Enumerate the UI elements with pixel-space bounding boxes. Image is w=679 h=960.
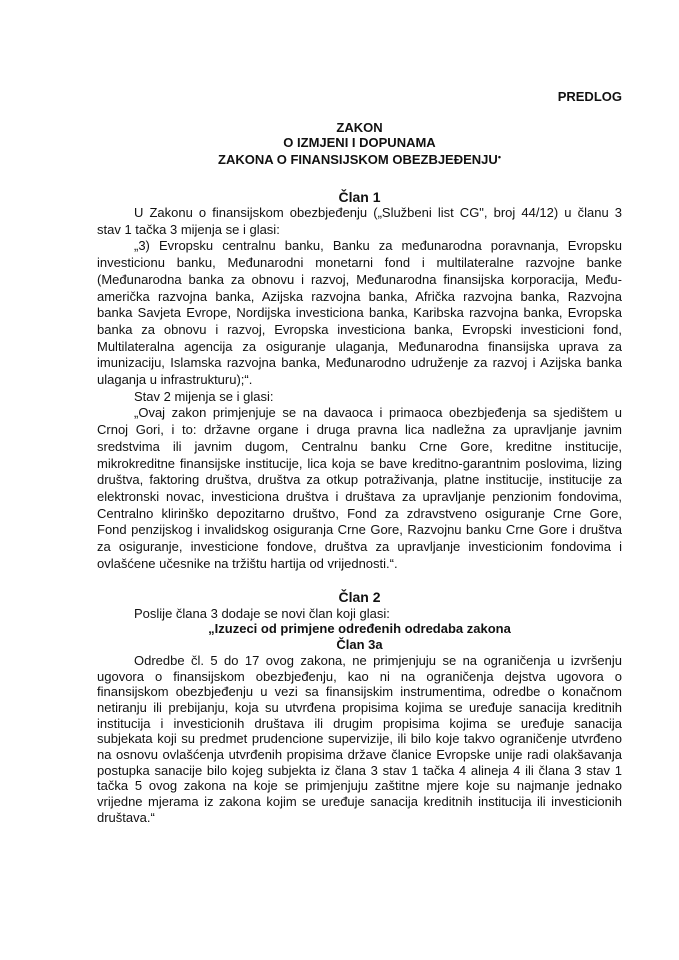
new-article-title: „Izuzeci od primjene određenih odredaba zakona <box>208 621 511 637</box>
title-line-3 <box>97 150 622 167</box>
proposal-label: PREDLOG <box>557 89 622 104</box>
paragraph <box>97 238 622 388</box>
text-line: ugovora o finansijskom obezbjeđenju, kao ni na ograničenja dejstva ugovora o <box>97 668 622 684</box>
text-line: investicionu banku, Međunarodni monetarni fond i multilateralne razvojne banke <box>97 255 622 271</box>
text-line: Stav 2 mijenja se i glasi: <box>134 388 274 404</box>
article-3a-paragraph <box>97 653 622 826</box>
text-line: Odredbe čl. 5 do 17 ovog zakona, ne primjenjuju se na ograničenja u izvršenju <box>134 652 622 668</box>
text-line: sredstvima ili javnim dugom, Centralnu banku Crne Gore, kreditne institucije, <box>97 438 622 454</box>
text-line: imunizaciju, Islamska razvojna banka, Međunarodno udruženje za razvoj i Azijska banka <box>97 355 622 371</box>
title-line-3-text: ZAKONA O FINANSIJSKOM OBEZBJEĐENJU <box>218 152 498 167</box>
text-line: Crnoj Gori, i to: državne organe i druga pravna lica nadležna za upravljanje javnim <box>97 422 622 438</box>
text-line: stav 1 tačka 3 mijenja se i glasi: <box>97 221 280 237</box>
text-line: na osnovu ovlašćenja utvrđenih propisima države članice Evropske unije radi olakšavanja <box>97 747 622 763</box>
paragraph <box>97 205 622 238</box>
paragraph <box>97 389 622 406</box>
article-2-body <box>97 590 622 826</box>
text-line: ulaganja u infrastrukturu);“. <box>97 372 253 388</box>
text-line: mikrokreditne finansijske institucije, lica koja se bave kreditno-garantnim poslovima, lizing <box>97 455 622 471</box>
article-1-body <box>97 205 622 572</box>
text-line: elektronski novac, investiciona društva i društava za upravljanje penzionim fondovima, <box>97 488 622 504</box>
text-line: subjekata koji su predmet prudencione supervizije, ili bilo koje takvo ograničenje utvrđeno <box>97 731 622 747</box>
text-line: Centralno klirinško depozitarno društvo, Fond za zdravstveno osiguranje Crne Gore, <box>97 505 622 521</box>
article-1-heading: Član 1 <box>338 189 381 205</box>
text-line: društava.“ <box>97 809 155 825</box>
text-line: (Međunarodna banka za obnovu i razvoj, Međunarodna finansijska korporacija, Među- <box>97 271 622 287</box>
text-line: postupka sanacije bilo kojeg subjekta iz člana 3 stav 1 tačka 4 alineja 4 ili člana 3 stav 1 <box>97 762 622 778</box>
article-2-intro: Poslije člana 3 dodaje se novi član koji glasi: <box>134 605 390 621</box>
text-line: Multilateralna agencija za osiguranje ulaganja, Međunarodna finansijska uprava za <box>97 338 622 354</box>
text-line: Fond penzijskog i invalidskog osiguranja Crne Gore, Razvojnu banku Crne Gore i društva <box>97 522 622 538</box>
paragraph <box>97 405 622 572</box>
footnote-mark: • <box>497 152 501 162</box>
new-article-heading: Član 3a <box>336 637 383 653</box>
text-line: američka razvojna banka, Azijska razvojna banka, Afrička razvojna banka, Razvojna <box>97 288 622 304</box>
text-line: banka za obnovu i razvoj, Evropska investiciona banka, Evropski investicioni fond, <box>97 321 622 337</box>
law-title <box>97 120 622 167</box>
title-line-1: ZAKON <box>336 120 383 135</box>
title-line-2: O IZMJENI I DOPUNAMA <box>283 135 436 150</box>
text-line: U Zakonu o finansijskom obezbjeđenju („Službeni list CG", broj 44/12) u članu 3 <box>134 205 622 220</box>
text-line: društva, faktoring društva, društva za otkup potraživanja, platne institucije, institucije za <box>97 472 622 488</box>
text-line: banka Savjeta Evrope, Nordijska investiciona banka, Karibska razvojna banka, Evropska <box>97 305 622 321</box>
text-line: ovlašćene učesnike na tržištu hartija od vrijednosti.“. <box>97 555 398 571</box>
text-line: za osiguranje, investicione fondove, društva za upravljanje investicionim fondovima i <box>97 539 622 555</box>
text-line: netiranju ili prebijanju, koja su utvrđena propisima kojima se uređuje sanacija kreditnih <box>97 699 622 715</box>
text-line: tačka 5 ovog zakona na koje se primjenjuju zaštitne mjere koje su najmanje jednako <box>97 778 622 794</box>
text-line: „Ovaj zakon primjenjuje se na davaoca i primaoca obezbjeđenja sa sjedištem u <box>134 405 622 421</box>
text-line: „3) Evropsku centralnu banku, Banku za međunarodna poravnanja, Evropsku <box>134 238 622 254</box>
text-line: vrijedne mjerama iz zakona kojim se uređuje sanacija kreditnih institucija ili investicionih <box>97 794 622 810</box>
article-2-heading: Član 2 <box>338 589 381 605</box>
text-line: finansijskom obezbjeđenju u vezi sa finansijskim instrumentima, odredbe o konačnom <box>97 684 622 700</box>
text-line: institucija i investicionih društava ili drugim propisima kojima se uređuje sanacija <box>97 715 622 731</box>
